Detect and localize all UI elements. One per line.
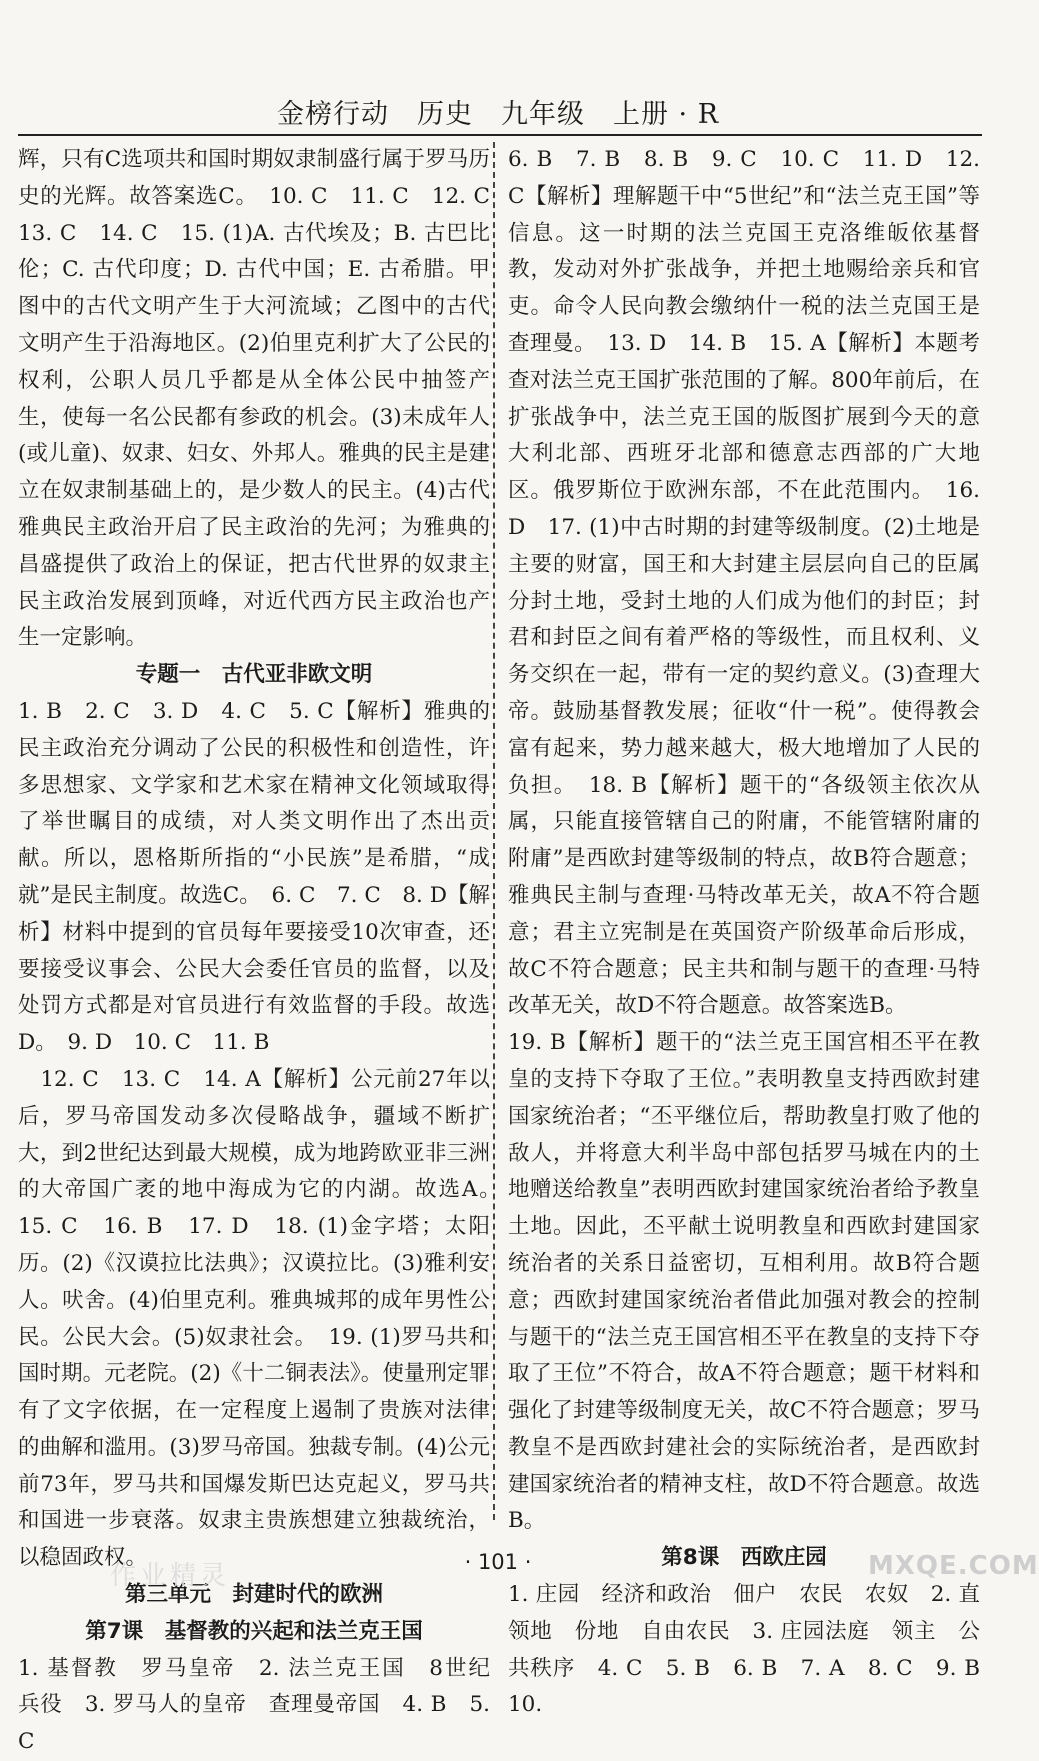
answer-paragraph: 12. C 13. C 14. A【解析】公元前27年以后，罗马帝国发动多次侵略战争，疆域不断扩大，到2世纪达到最大规模，成为地跨欧亚非三洲的大帝国广袤的地中海成为它的内湖。故选A。 15. C 16. B 17. D 18. (1)金字塔；太阳历。(2)《汉谟拉比法典》；汉谟拉比。(3)雅利安人。吠舍。(4)伯里克利。雅典城邦的成年男性公民。公民大会。(5)奴隶社会。 19. (1)罗马共和国时期。元老院。(2)《十二铜表法》。使量刑定罪有了文字依据，在一定程度上遏制了贵族对法律的曲解和滥用。(3)罗马帝国。独裁专制。(4)公元前73年，罗马共和国爆发斯巴达克起义，罗马共和国进一步衰落。奴隶主贵族想建立独裁统治，以稳固政权。 [18, 1066, 512, 1571]
watermark-logo: MXQE.COM [868, 1551, 1039, 1581]
answer-paragraph: 19. B【解析】题干的“法兰克王国宫相丕平在教皇的支持下夺取了王位。”表明教皇支持西欧封建国家统治者；“丕平继位后，帮助教皇打败了他的敌人，并将意大利半岛中部包括罗马城在内的土地赠送给教皇”表明西欧封建国家统治者给予教皇土地。因此，丕平献土说明教皇和西欧封建国家统治者的关系日益密切，互相利用。故B符合题意；西欧封建国家统治者借此加强对教会的控制与题干的“法兰克王国宫相丕平在教皇的支持下夺取了王位”不符合，故A不符合题意；题干材料和强化了封建等级制度无关，故C不符合题意；罗马教皇不是西欧封建社会的实际统治者，是西欧封建国家统治者的精神支柱，故D不符合题意。故选B。 [508, 1030, 980, 1534]
answer-paragraph: 1. 基督教 罗马皇帝 2. 法兰克王国 8世纪 兵役 3. 罗马人的皇帝 查理曼帝国 4. B 5. C [18, 1655, 512, 1755]
section-heading: 第三单元 封建时代的欧洲 [124, 1582, 383, 1608]
header-title: 金榜行动 历史 九年级 上册 · R [276, 99, 720, 130]
watermark-faint: 作业精灵 [110, 1561, 231, 1591]
answer-paragraph: 辉，只有C选项共和国时期奴隶制盛行属于罗马历史的光辉。故答案选C。 10. C 11. C 12. C 13. C 14. C 15. (1)A. 古代埃及；B. 古巴比伦；C. 古代印度；D. 古代中国；E. 古希腊。甲图中的古代文明产生于大河流域；乙图中的古代文明产生于沿海地区。(2)伯里克利扩大了公民的权利，公职人员几乎都是从全体公民中抽签产生，使每一名公民都有参政的机会。(3)未成年人(或儿童)、奴隶、妇女、外邦人。雅典的民主是建立在奴隶制基础上的，是少数人的民主。(4)古代雅典民主政治开启了民主政治的先河；为雅典的昌盛提供了政治上的保证，把古代世界的奴隶主民主政治发展到顶峰，对近代西方民主政治也产生一定影响。 [18, 147, 512, 651]
answer-paragraph: 1. 庄园 经济和政治 佃户 农民 农奴 2. 直领地 份地 自由农民 3. 庄园法庭 领主 公共秩序 4. C 5. B 6. B 7. A 8. C 9. B 10. [508, 1582, 1002, 1718]
page-number: · 101 · [464, 1550, 532, 1574]
answer-paragraph: 6. B 7. B 8. B 9. C 10. C 11. D 12. C【解析】理解题干中“5世纪”和“法兰克王国”等信息。这一时期的法兰克国王克洛维皈依基督教，发动对外扩张战争，并把土地赐给亲兵和官吏。命令人民向教会缴纳什一税的法兰克国王是查理曼。 13. D 14. B 15. A【解析】本题考查对法兰克王国扩张范围的了解。800年前后，在扩张战争中，法兰克王国的版图扩展到今天的意大利北部、西班牙北部和德意志西部的广大地区。俄罗斯位于欧洲东部，不在此范围内。 16. D 17. (1)中古时期的封建等级制度。(2)土地是主要的财富，国王和大封建主层层向自己的臣属分封土地，受封土地的人们成为他们的封臣；封君和封臣之间有着严格的等级性，而且权利、义务交织在一起，带有一定的契约意义。(3)查理大帝。鼓励基督教发展；征收“什一税”。使得教会富有起来，势力越来越大，极大地增加了人民的负担。 18. B【解析】题干的“各级领主依次从属，只能直接管辖自己的附庸，不能管辖附庸的附庸”是西欧封建等级制的特点，故B符合题意；雅典民主制与查理·马特改革无关，故A不符合题意；君主立宪制是在英国资产阶级革命后形成，故C不符合题意；民主共和制与题干的查理·马特改革无关，故D不符合题意。故答案选B。 [508, 147, 980, 1019]
section-heading: 专题一 古代亚非欧文明 [135, 662, 373, 688]
page-header [0, 92, 996, 132]
section-heading: 第8课 西欧庄园 [661, 1545, 827, 1571]
column-divider [493, 142, 495, 1520]
answer-paragraph: 1. B 2. C 3. D 4. C 5. C【解析】雅典的民主政治充分调动了公民的积极性和创造性，许多思想家、文学家和艺术家在精神文化领域取得了举世瞩目的成绩，对人类文明作出了杰出贡献。所以，恩格斯所指的“小民族”是希腊，“成就”是民主制度。故选C。 6. C 7. C 8. D【解析】材料中提到的官员每年要接受10次审查，还要接受议事会、公民大会委任官员的监督，以及处罚方式都是对官员进行有效监督的手段。故选D。 9. D 10. C 11. B [18, 698, 490, 1056]
header-rule [18, 134, 982, 136]
section-heading: 第7课 基督教的兴起和法兰克王国 [85, 1618, 423, 1644]
